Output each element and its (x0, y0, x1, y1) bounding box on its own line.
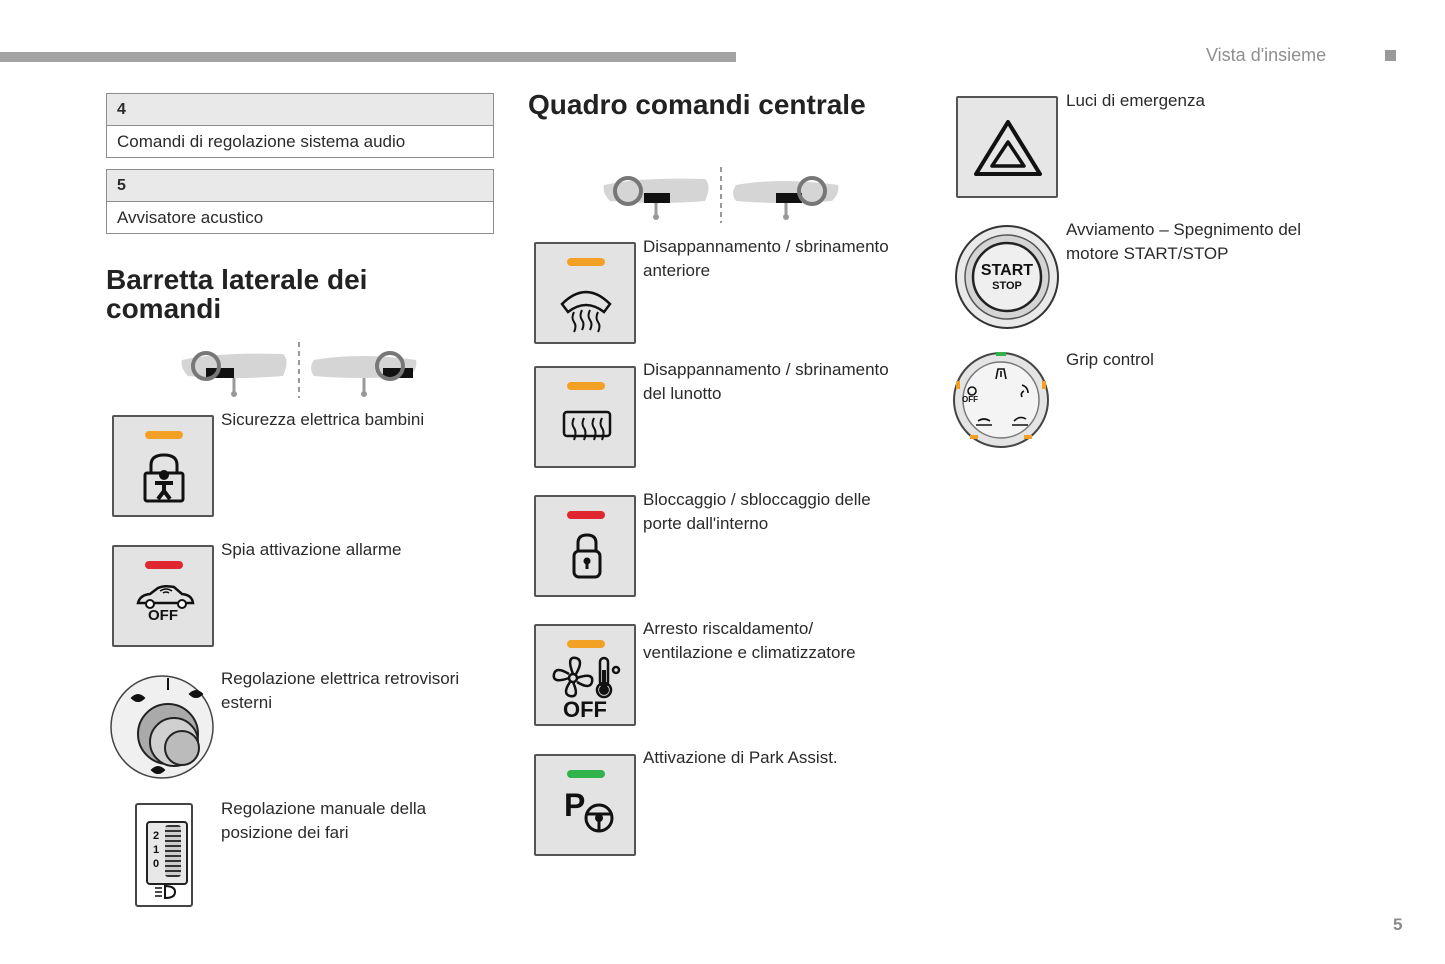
dial-mark: 1 (152, 844, 160, 856)
label-line: Regolazione elettrica retrovisori (221, 669, 460, 688)
headlamp-adjust-label (221, 797, 426, 845)
dial-wheel (146, 821, 188, 885)
side-bar-location-illustration (178, 340, 420, 400)
front-demist-button[interactable] (534, 242, 636, 344)
label-line: Arresto riscaldamento/ (643, 619, 814, 638)
section-marker-square (1385, 50, 1396, 61)
label-line: posizione dei fari (221, 823, 349, 842)
steering-wheel-icon (536, 756, 638, 858)
child-lock-label: Sicurezza elettrica bambini (221, 410, 425, 429)
label-line: Avviamento – Spegnimento del (1066, 220, 1302, 239)
alarm-car-icon (114, 547, 216, 649)
rear-demist-button[interactable] (534, 366, 636, 468)
dial-ridges (165, 825, 181, 877)
label-line: motore START/STOP (1066, 244, 1229, 263)
table-item-number: 4 (107, 94, 493, 126)
child-lock-button[interactable] (112, 415, 214, 517)
front-windscreen-demist-icon (536, 244, 638, 346)
table-item-number: 5 (107, 170, 493, 202)
grip-off-text: OFF (962, 395, 978, 404)
central-locking-label (643, 488, 871, 536)
label-line: porte dall'interno (643, 514, 769, 533)
start-stop-button[interactable] (954, 224, 1060, 330)
grip-control-dial[interactable] (952, 351, 1050, 449)
table-item-text: Comandi di regolazione sistema audio (117, 132, 406, 151)
central-locking-button[interactable] (534, 495, 636, 597)
label-line: del lunotto (643, 384, 722, 403)
dial-marks (150, 829, 162, 871)
dial-mark: 2 (152, 830, 160, 842)
hazard-lights-button[interactable] (956, 96, 1058, 198)
climate-off-button[interactable] (534, 624, 636, 726)
center-section-heading: Quadro comandi centrale (528, 89, 866, 120)
stop-text: STOP (992, 280, 1022, 292)
child-lock-icon (114, 417, 216, 519)
mirror-adjustment-knob-icon[interactable] (110, 670, 216, 784)
rear-window-demist-icon (536, 368, 638, 470)
climate-off-label (643, 617, 856, 665)
label-line: Bloccaggio / sbloccaggio delle (643, 490, 871, 509)
start-stop-label (1066, 218, 1301, 266)
center-console-location-illustration (600, 165, 842, 225)
alarm-label: Spia attivazione allarme (221, 540, 402, 559)
park-assist-label: Attivazione di Park Assist. (643, 748, 838, 767)
alarm-off-text: OFF (148, 607, 178, 624)
dial-mark: 0 (152, 858, 160, 870)
label-line: anteriore (643, 261, 711, 280)
label-line: esterni (221, 693, 273, 712)
front-demist-label (643, 235, 889, 283)
header-bar (0, 52, 736, 62)
table-item-4 (106, 93, 494, 158)
table-item-text: Avvisatore acustico (117, 208, 264, 227)
label-line: ventilazione e climatizzatore (643, 643, 856, 662)
table-item-5 (106, 169, 494, 234)
headlamp-level-dial[interactable] (135, 803, 193, 907)
left-section-heading (106, 265, 367, 323)
hazard-triangle-icon (958, 98, 1060, 200)
park-assist-p-text: P (564, 787, 586, 823)
hazard-lights-label: Luci di emergenza (1066, 91, 1205, 110)
headlamp-icon (153, 883, 177, 901)
alarm-off-button[interactable] (112, 545, 214, 647)
label-line: Disappannamento / sbrinamento (643, 237, 889, 256)
section-title: Vista d'insieme (1206, 45, 1327, 65)
mirror-adjust-label (221, 667, 459, 715)
label-line: Regolazione manuale della (221, 799, 427, 818)
climate-off-text: OFF (563, 697, 607, 722)
start-text: START (980, 262, 1034, 279)
rear-demist-label (643, 358, 889, 406)
heading-line: comandi (106, 293, 222, 324)
heading-line: Barretta laterale dei (106, 264, 368, 295)
label-line: Disappannamento / sbrinamento (643, 360, 889, 379)
padlock-icon (536, 497, 638, 599)
grip-control-label: Grip control (1066, 350, 1154, 369)
park-assist-button[interactable] (534, 754, 636, 856)
page-number: 5 (1393, 915, 1403, 934)
